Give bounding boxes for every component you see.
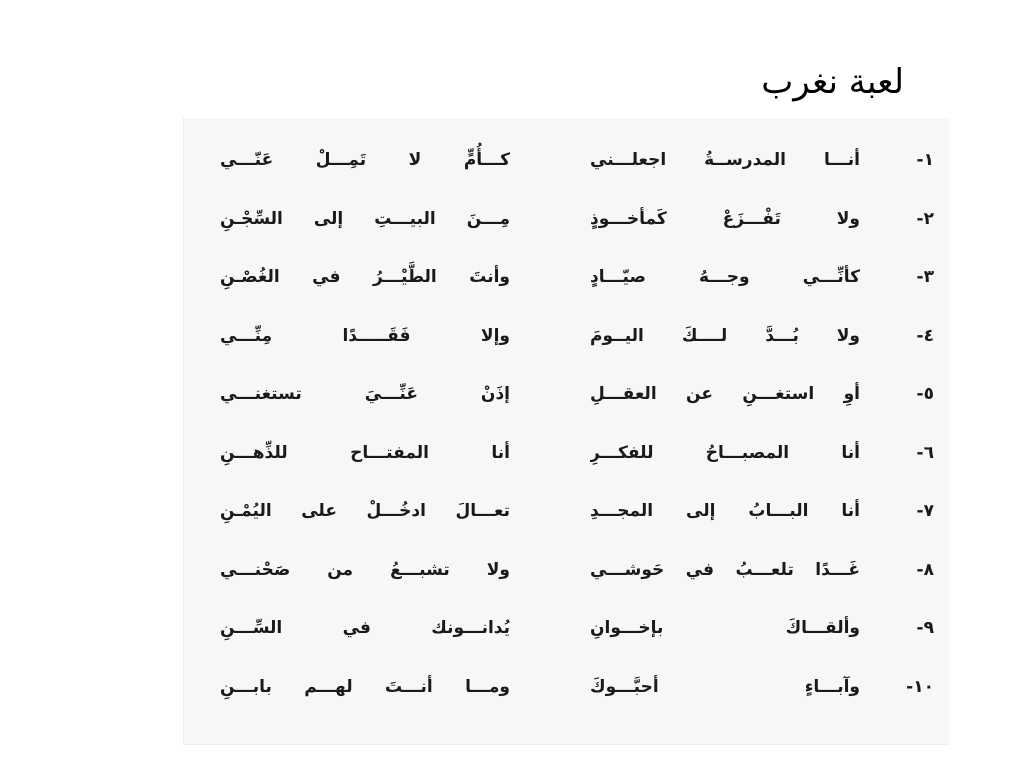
verse-number: ٦- (916, 443, 934, 463)
verse-first-hemistich: ولا تَفْـــزَعْ كَمأخـــوذٍ (590, 209, 860, 229)
verse-first-hemistich: أنا البـــابُ إلى المجـــدِ (590, 501, 860, 521)
verse-second-hemistich: إذَنْ عَنِّـــيَ تستغنـــي (220, 384, 510, 404)
verse-second-hemistich: كـــأُمٍّ لا تَمِـــلْ عَنّـــي (220, 150, 510, 170)
poem-verse (184, 424, 950, 482)
poem-verse (184, 541, 950, 599)
poem-verse (184, 365, 950, 423)
poem-verse (184, 248, 950, 306)
verse-number: ١٠- (906, 677, 934, 697)
verse-second-hemistich: ومـــا أنـــتَ لهـــم بابـــنِ (220, 677, 510, 697)
verse-first-hemistich: وآبـــاءٍ أحبَّـــوكَ (590, 677, 860, 697)
verse-number: ٤- (916, 326, 934, 346)
verse-second-hemistich: وإلا فَقَـــــدًا مِنِّـــي (220, 326, 510, 346)
verse-second-hemistich: تعـــالَ ادخُـــلْ على اليُمْـنِ (220, 501, 510, 521)
verse-number: ٩- (916, 618, 934, 638)
verse-number: ٣- (916, 267, 934, 287)
verse-second-hemistich: ولا تشبـــعُ من صَحْنـــي (220, 560, 510, 580)
verse-number: ١- (916, 150, 934, 170)
verse-second-hemistich: أنا المفتـــاح للذِّهـــنِ (220, 443, 510, 463)
verse-number: ٧- (916, 501, 934, 521)
verse-second-hemistich: يُدانـــونك في السِّـــنِ (220, 618, 510, 638)
verse-first-hemistich: كأنِّـــي وجـــهُ صيّـــادٍ (590, 267, 860, 287)
verse-first-hemistich: وألقـــاكَ بإخـــوانِ (590, 618, 860, 638)
verse-first-hemistich: غَـــدًا تلعـــبُ في حَوشـــي (590, 560, 860, 580)
verse-second-hemistich: مِـــنَ البيـــتِ إلى السِّجْـنِ (220, 209, 510, 229)
verse-first-hemistich: أنـــا المدرســةُ اجعلـــني (590, 150, 860, 170)
poem-verse (184, 190, 950, 248)
poem-verse (184, 307, 950, 365)
poem-image (183, 118, 950, 745)
verse-number: ٥- (916, 384, 934, 404)
verse-number: ٢- (916, 209, 934, 229)
verse-number: ٨- (916, 560, 934, 580)
slide-title: لعبة نغرب (761, 62, 904, 102)
poem-verse (184, 658, 950, 716)
poem-verse (184, 482, 950, 540)
verse-first-hemistich: أوِ استغـــنِ عن العقـــلِ (590, 384, 860, 404)
verse-first-hemistich: ولا بُـــدَّ لــــكَ اليــومَ (590, 326, 860, 346)
poem-verse (184, 599, 950, 657)
verse-second-hemistich: وأنتَ الطَّيْـــرُ في الغُصْـنِ (220, 267, 510, 287)
poem-verse (184, 131, 950, 189)
verse-first-hemistich: أنا المصبـــاحُ للفكـــرِ (590, 443, 860, 463)
